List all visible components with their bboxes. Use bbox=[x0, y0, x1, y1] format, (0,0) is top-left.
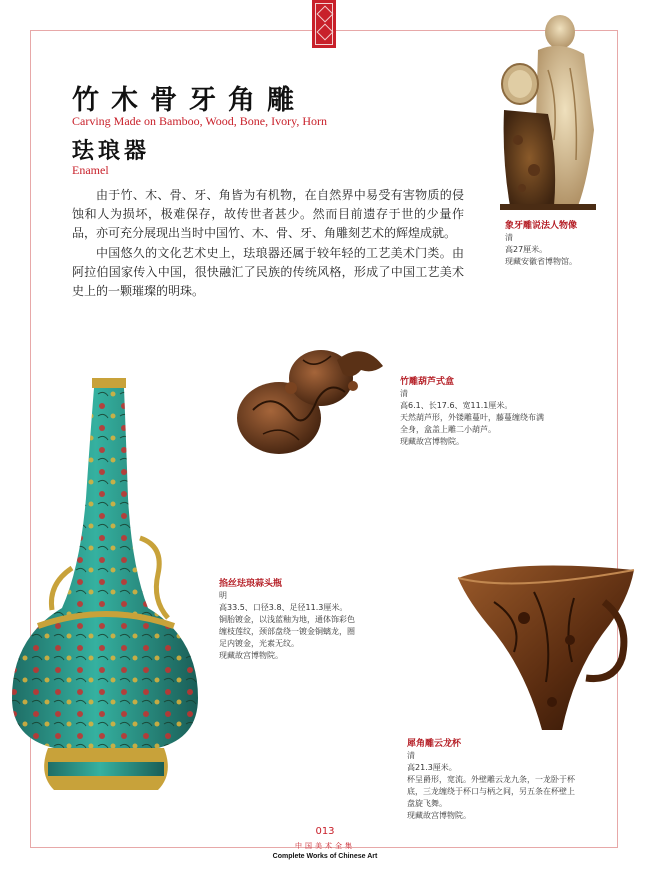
page-number: 013 bbox=[315, 826, 335, 837]
caption-collection: 现藏故宫博物院。 bbox=[407, 811, 471, 820]
caption-gourd-box bbox=[400, 376, 560, 448]
caption-dynasty: 清 bbox=[407, 751, 415, 760]
rhino-horn-cup-image bbox=[454, 562, 638, 734]
caption-description: 足内镀金，光素无纹。 bbox=[219, 639, 299, 648]
caption-description: 缠枝莲纹，颈部盘绕一镀金铜螭龙，圈 bbox=[219, 627, 355, 636]
body-paragraph: 中国悠久的文化艺术史上，珐琅器还属于较年轻的工艺美术门类。由阿拉伯国家传入中国，很快融汇了民族的传统风格，形成了中国工艺美术史上的一颗璀璨的明珠。 bbox=[72, 246, 464, 298]
caption-size: 高33.5、口径3.8、足径11.3厘米。 bbox=[219, 603, 348, 612]
caption-size: 高21.3厘米。 bbox=[407, 763, 457, 772]
caption-title: 竹雕葫芦式盒 bbox=[400, 377, 455, 387]
caption-description: 全身，盒盖上雕二小葫芦。 bbox=[400, 425, 496, 434]
caption-size: 高27厘米。 bbox=[505, 245, 548, 254]
page-title: 竹木骨牙角雕 bbox=[72, 85, 306, 116]
caption-cup bbox=[407, 738, 607, 822]
caption-title: 犀角雕云龙杯 bbox=[407, 739, 462, 749]
series-title-cn: 中国美术全集 bbox=[295, 842, 355, 850]
caption-title: 掐丝珐琅蒜头瓶 bbox=[219, 579, 283, 589]
caption-collection: 现藏故宫博物院。 bbox=[400, 437, 464, 446]
caption-collection: 现藏故宫博物院。 bbox=[219, 651, 283, 660]
section-title: 珐琅器 bbox=[72, 139, 151, 164]
series-title-en: Complete Works of Chinese Art bbox=[272, 853, 378, 860]
caption-vase bbox=[219, 578, 379, 662]
caption-ivory bbox=[505, 220, 605, 268]
caption-dynasty: 清 bbox=[505, 233, 513, 242]
caption-size: 高6.1、长17.6、宽11.1厘米。 bbox=[400, 401, 513, 410]
knot-ornament-icon bbox=[317, 6, 334, 23]
caption-description: 铜胎镀金，以浅蓝釉为地，通体饰彩色 bbox=[219, 615, 355, 624]
section-title-english: Enamel bbox=[72, 163, 109, 177]
knot-ornament-icon bbox=[317, 24, 334, 41]
top-ornament-tab bbox=[312, 0, 336, 48]
bamboo-gourd-box-image bbox=[233, 330, 393, 458]
caption-description: 底，三龙缠绕于杯口与柄之间，另五条在杯壁上 bbox=[407, 787, 575, 796]
body-paragraph: 由于竹、木、骨、牙、角皆为有机物，在自然界中易受有害物质的侵蚀和人为损坏，极难保存，故传世者甚少。然而目前遗存于世的少量作品，亦可充分展现出当时中国竹、木、骨、牙、角雕刻艺术的辉煌成就。 bbox=[72, 188, 464, 240]
caption-description: 杯呈爵形，宽流。外壁雕云龙九条，一龙卧于杯 bbox=[407, 775, 575, 784]
caption-dynasty: 明 bbox=[219, 591, 227, 600]
caption-collection: 现藏安徽省博物馆。 bbox=[505, 257, 577, 266]
page-title-english: Carving Made on Bamboo, Wood, Bone, Ivory, Horn bbox=[72, 114, 327, 128]
cloisonne-vase-image bbox=[8, 378, 204, 802]
ivory-figure-image bbox=[498, 10, 602, 212]
caption-description: 盘旋飞舞。 bbox=[407, 799, 447, 808]
caption-title: 象牙雕说法人物像 bbox=[505, 221, 578, 231]
caption-description: 天然葫芦形，外镂雕蔓叶，藤蔓缠绕布满 bbox=[400, 413, 544, 422]
caption-dynasty: 清 bbox=[400, 389, 408, 398]
